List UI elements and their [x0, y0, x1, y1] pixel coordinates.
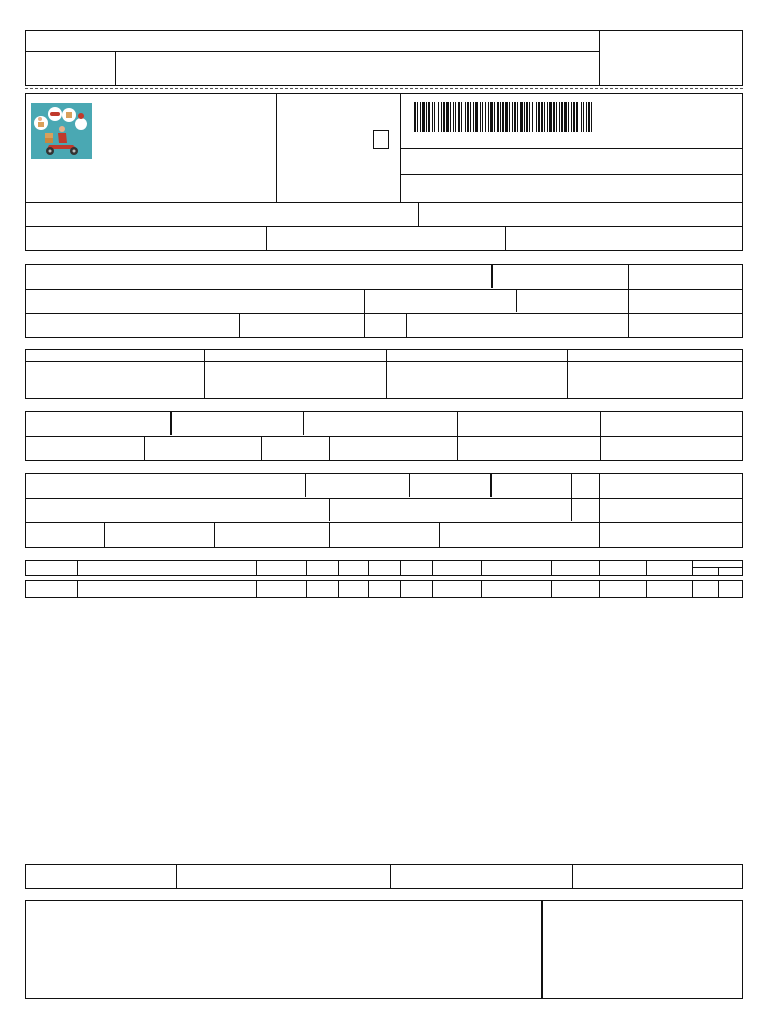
delivery-logo-icon	[31, 103, 92, 159]
totals-row	[25, 864, 743, 889]
notes-block	[25, 900, 743, 999]
barcode-divider-2	[400, 174, 743, 175]
header-box	[25, 30, 743, 86]
checkbox[interactable]	[373, 130, 389, 149]
address-row-2	[25, 226, 743, 251]
items-table-header	[25, 560, 743, 576]
address-row-1	[25, 202, 743, 227]
section-5	[25, 473, 743, 548]
cut-line	[25, 88, 743, 89]
section-3	[25, 349, 743, 399]
header-divider-vertical-right	[599, 30, 600, 86]
section-2	[25, 264, 743, 338]
barcode-icon	[414, 102, 728, 132]
barcode-divider-1	[400, 148, 743, 149]
barcode-bar	[592, 102, 595, 132]
section-4	[25, 411, 743, 461]
header-divider-horizontal	[25, 51, 600, 52]
header-divider-vertical-left	[115, 51, 116, 86]
items-table-row	[25, 580, 743, 598]
